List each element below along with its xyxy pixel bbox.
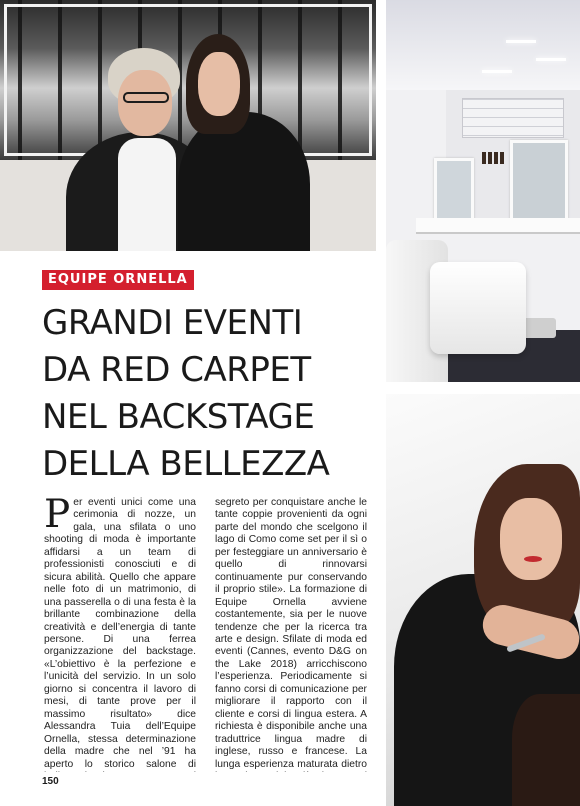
headline-line-3: NEL BACKSTAGE (42, 397, 315, 437)
column-right-text: segreto per conquistare anche le tante coppie provenienti da ogni parte del mondo che scelgono il lago di Como come set per il sì o per festeggiare un anniversario è quello di rinnovarsi continuamente pur conservando il proprio stile». La formazione di Equipe Ornella avviene costantemente, sia per le nuove tendenze che per la ricerca tra arte e design. Sfilate di moda ed eventi (Cannes, evento D&G on the Lake 2018) arricchiscono l’esperienza. Periodicamente si fanno corsi di comunicazione per migliorare il rapporto con il cliente e corsi di lingua estera. A richiesta è disponibile anche una traduttrice lingua madre di inglese, russo e francese. La lunga esperienza maturata dietro (215, 497, 367, 770)
drop-cap: P (44, 497, 71, 537)
photo-salon-interior (386, 0, 580, 382)
article-column-right (215, 497, 367, 772)
photo-team-portrait (0, 0, 376, 251)
headline-line-1: GRANDI EVENTI (42, 303, 303, 343)
article-column-left (44, 497, 196, 772)
headline-line-4: DELLA BELLEZZA (42, 444, 330, 484)
article-headline (42, 300, 382, 488)
headline-line-2: DA RED CARPET (42, 350, 311, 390)
photo-stylist-at-work (386, 394, 580, 806)
section-kicker: EQUIPE ORNELLA (42, 270, 194, 290)
column-left-text: er eventi unici come una cerimonia di nozze, un gala, una sfilata o uno shooting di moda è importante affidarsi a un team di professionisti conosciuti e di sicura abilità. Quello che appare nelle foto di un matrimonio, di una passerella o di una festa è la brillante combinazione della creatività e dell’energia di tante persone. Di una ferrea organizzazione del backstage. «L’obiettivo è la perfezione e l’unicità del servizio. In un solo giorno si concentra il lavoro di mesi, di tante prove per il massimo risultato» dice Alessandra Tuia dell’Equipe Ornella, stessa determinazione della madre che nel ’91 ha aperto lo storico salone di (44, 497, 196, 770)
page-number: 150 (42, 776, 59, 787)
